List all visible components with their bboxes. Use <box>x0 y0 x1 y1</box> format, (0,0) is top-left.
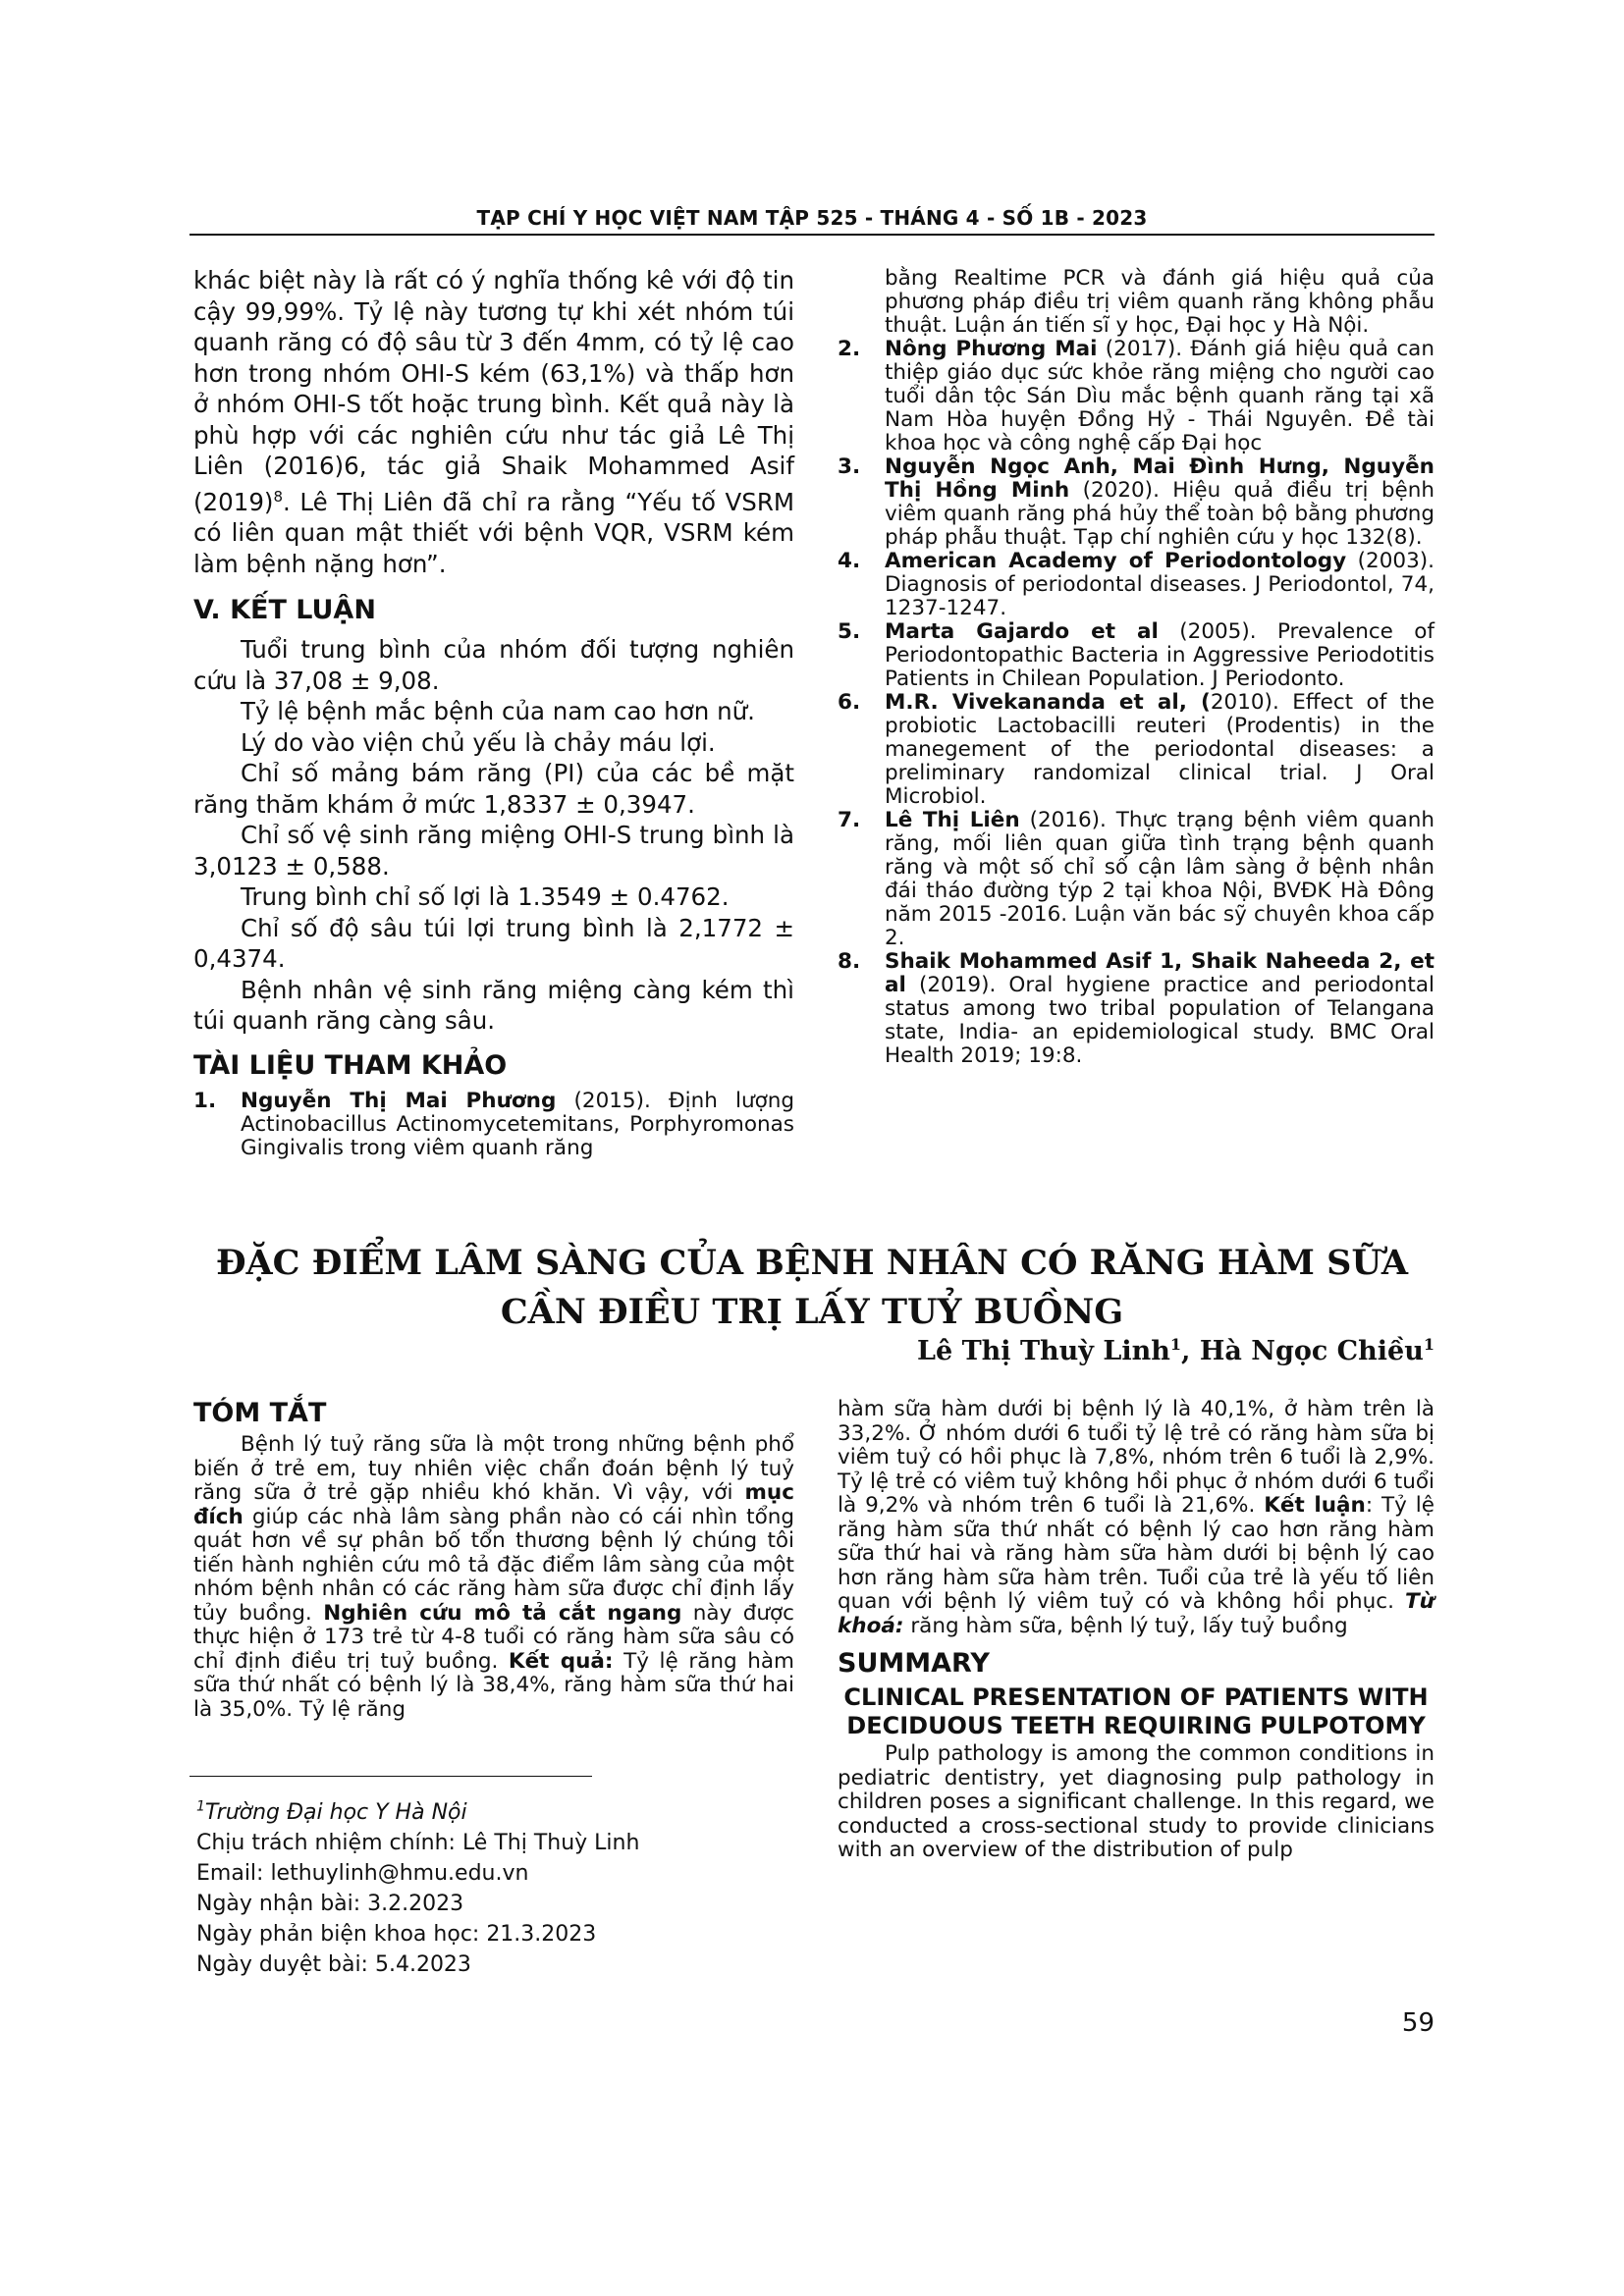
accepted-date: Ngày duyệt bài: 5.4.2023 <box>196 1952 471 1978</box>
discussion-paragraph: khác biệt này là rất có ý nghĩa thống kê với độ tin cậy 99,99%. Tỷ lệ này tương tự khi xét nhóm túi quanh răng có độ sâu từ 3 đến 4mm, có tỷ lệ cao hơn trong nhóm OHI-S kém (63,1%) và thấp hơn ở nhóm OHI-S tốt hoặc trung bình. Kết quả này là phù hợp với các nghiên cứu như tác giả Lê Thị Liên (2016)6, tác giả Shaik Mohammed Asif $(2019)^8$. Lê Thị Liên đã chỉ ra rằng “Yếu tố VSRM có liên quan mật thiết với bệnh VQR, VSRM kém làm bệnh nặng hơn”. <box>193 266 794 578</box>
article-title-line-1: ĐẶC ĐIỂM LÂM SÀNG CỦA BỆNH NHÂN CÓ RĂNG HÀM SỮA <box>215 1243 1409 1283</box>
references-heading: TÀI LIỆU THAM KHẢO <box>193 1049 508 1081</box>
conclusion-item: Tuổi trung bình của nhóm đối tượng nghiên cứu là 37,08 ± 9,08. <box>193 635 794 695</box>
footnote-rule <box>189 1776 592 1777</box>
affiliation: $^1$Trường Đại học Y Hà Nội <box>196 1799 467 1826</box>
reference-item: 4. American Academy of Periodontology (2003). Diagnosis of periodontal diseases. J Periodontol, 74, 1237-1247. <box>838 549 1435 620</box>
left-column <box>193 265 794 1160</box>
article-title-line-2: CẦN ĐIỀU TRỊ LẤY TUỶ BUỒNG <box>500 1292 1124 1332</box>
reference-item: 5. Marta Gajardo et al (2005). Prevalence of Periodontopathic Bacteria in Aggressive Periodotitis Patients in Chilean Population. J Periodonto. <box>838 619 1435 691</box>
reference-item: 3. Nguyễn Ngọc Anh, Mai Đình Hưng, Nguyễn Thị Hồng Minh (2020). Hiệu quả điều trị bệnh viêm quanh răng phá hủy thể toàn bộ bằng phương pháp phẫu thuật. Tạp chí nghiên cứu y học 132(8). <box>838 454 1435 550</box>
abstract-left <box>193 1398 794 1722</box>
conclusion-item: Tỷ lệ bệnh mắc bệnh của nam cao hơn nữ. <box>241 697 755 726</box>
reference-item: 6. M.R. Vivekananda et al, (2010). Effect of the probiotic Lactobacilli reuteri (Prodentis) in the manegement of the periodontal diseases: a preliminary randomizal clinical trial. J Oral Microbiol. <box>838 690 1435 809</box>
reviewed-date: Ngày phản biện khoa học: 21.3.2023 <box>196 1922 597 1948</box>
reference-item: 2. Nông Phương Mai (2017). Đánh giá hiệu quả can thiệp giáo dục sức khỏe răng miệng cho người cao tuổi dân tộc Sán Dìu mắc bệnh quanh răng tại xã Nam Hòa huyện Đồng Hỷ - Thái Nguyên. Đề tài khoa học và công nghệ cấp Đại học <box>838 337 1435 455</box>
right-column <box>838 267 1435 1068</box>
reference-item: 1. Nguyễn Thị Mai Phương (2015). Định lượng Actinobacillus Actinomycetemitans, Porphyromonas Gingivalis trong viêm quanh răng <box>193 1088 794 1160</box>
reference-continuation: bằng Realtime PCR và đánh giá hiệu quả của phương pháp điều trị viêm quanh răng không phẫu thuật. Luận án tiến sĩ y học, Đại học y Hà Nội. <box>885 266 1435 338</box>
conclusion-heading: V. KẾT LUẬN <box>193 595 376 626</box>
summary-heading: SUMMARY <box>838 1648 990 1679</box>
header-rule <box>189 234 1435 236</box>
received-date: Ngày nhận bài: 3.2.2023 <box>196 1892 464 1917</box>
page-number: 59 <box>1401 2008 1435 2038</box>
summary-paragraph: Pulp pathology is among the common conditions in pediatric dentistry, yet diagnosing pulp pathology in children poses a significant challenge. In this regard, we conducted a cross-sectional study to provide clinicians with an overview of the distribution of pulp <box>838 1741 1435 1862</box>
conclusion-item: Trung bình chỉ số lợi là 1.3549 ± 0.4762. <box>241 882 730 912</box>
responsible-author: Chịu trách nhiệm chính: Lê Thị Thuỳ Linh <box>196 1831 640 1856</box>
footnote <box>196 1792 805 1980</box>
article-authors: Lê Thị Thuỳ Linh$^1$, Hà Ngọc Chiều$^1$ <box>917 1335 1435 1366</box>
reference-item: 7. Lê Thị Liên (2016). Thực trạng bệnh viêm quanh răng, mối liên quan giữa tình trạng bệnh quanh răng và một số chỉ số cận lâm sàng ở bệnh nhân đái tháo đường týp 2 tại khoa Nội, BVĐK Hà Đông năm 2015 -2016. Luận văn bác sỹ chuyên khoa cấp 2. <box>838 808 1435 950</box>
conclusion-item: Chỉ số vệ sinh răng miệng OHI-S trung bình là 3,0123 ± 0,588. <box>193 821 794 881</box>
conclusion-item: Chỉ số mảng bám răng (PI) của các bề mặt răng thăm khám ở mức 1,8337 ± 0,3947. <box>193 759 794 819</box>
abstract-paragraph-continued: hàm sữa hàm dưới bị bệnh lý là 40,1%, ở hàm trên là 33,2%. Ở nhóm dưới 6 tuổi tỷ lệ trẻ có răng hàm sữa bị viêm tuỷ có hồi phục là 7,8%, nhóm trên 6 tuổi là 2,9%. Tỷ lệ trẻ có viêm tuỷ không hồi phục ở nhóm dưới 6 tuổi là 9,2% và nhóm trên 6 tuổi là 21,6%. Kết luận: Tỷ lệ răng hàm sữa thứ nhất có bệnh lý cao hơn răng hàm sữa thứ hai và răng hàm sữa hàm dưới bị bệnh lý cao hơn răng hàm sữa hàm trên. Tuổi của trẻ là yếu tố liên quan với bệnh lý viêm tuỷ có và không hồi phục. Từ khoá: răng hàm sữa, bệnh lý tuỷ, lấy tuỷ buồng <box>838 1397 1435 1638</box>
abstract-paragraph: Bệnh lý tuỷ răng sữa là một trong những bệnh phổ biến ở trẻ em, tuy nhiên việc chẩn đoán bệnh lý tuỷ răng sữa ở trẻ gặp nhiều khó khăn. Vì vậy, với mục đích giúp các nhà lâm sàng phần nào có cái nhìn tổng quát hơn về sự phân bố tổn thương bệnh lý chúng tôi tiến hành nghiên cứu mô tả đặc điểm lâm sàng của một nhóm bệnh nhân có các răng hàm sữa được chỉ định lấy tủy buồng. Nghiên cứu mô tả cắt ngang này được thực hiện ở 173 trẻ từ 4-8 tuổi có răng hàm sữa sâu có chỉ định điều trị tuỷ buồng. Kết quả: Tỷ lệ răng hàm sữa thứ nhất có bệnh lý là 38,4%, răng hàm sữa thứ hai là 35,0%. Tỷ lệ răng <box>193 1432 794 1722</box>
summary-title: CLINICAL PRESENTATION OF PATIENTS WITH DECIDUOUS TEETH REQUIRING PULPOTOMY <box>843 1683 1429 1739</box>
abstract-right <box>838 1398 1435 1863</box>
email: Email: lethuylinh@hmu.edu.vn <box>196 1861 529 1887</box>
abstract-heading: TÓM TẮT <box>193 1398 327 1428</box>
conclusion-item: Chỉ số độ sâu túi lợi trung bình là 2,1772 ± 0,4374. <box>193 913 794 974</box>
conclusion-item: Bệnh nhân vệ sinh răng miệng càng kém thì túi quanh răng càng sâu. <box>193 975 794 1036</box>
conclusion-item: Lý do vào viện chủ yếu là chảy máu lợi. <box>241 727 716 757</box>
journal-header: TẠP CHÍ Y HỌC VIỆT NAM TẬP 525 - THÁNG 4 - SỐ 1B - 2023 <box>476 206 1148 230</box>
reference-item: 8. Shaik Mohammed Asif 1, Shaik Naheeda 2, et al (2019). Oral hygiene practice and periodontal status among two tribal population of Telangana state, India- an epidemiological study. BMC Oral Health 2019; 19:8. <box>838 949 1435 1068</box>
